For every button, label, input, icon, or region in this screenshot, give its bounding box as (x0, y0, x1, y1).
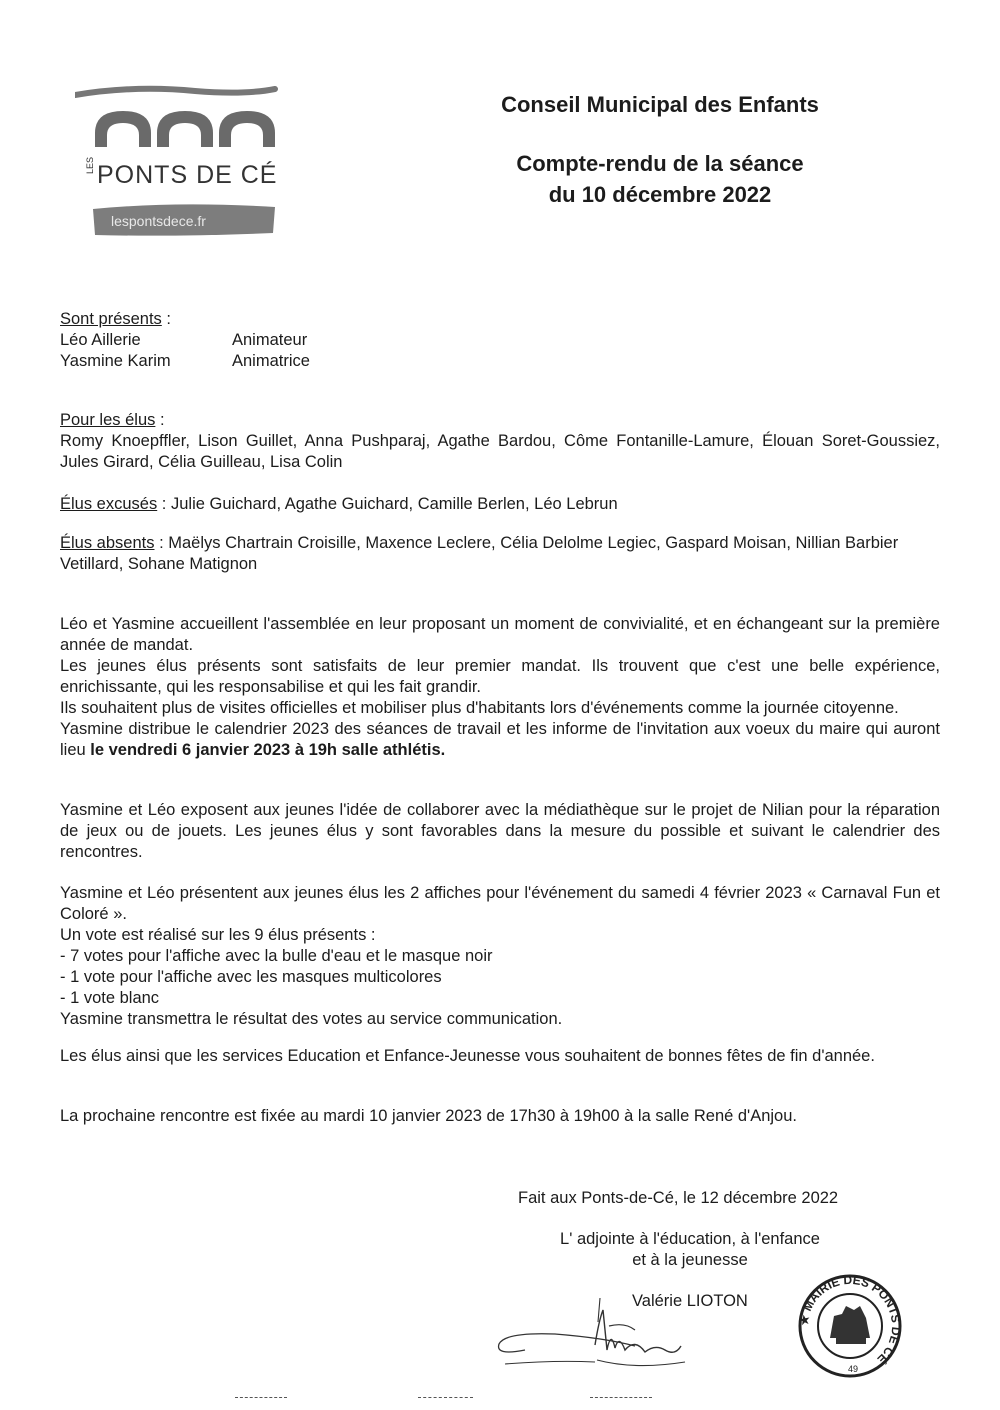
ponts-de-ce-logo (75, 85, 285, 245)
presents-row (60, 330, 310, 351)
document-subtitle (360, 148, 960, 210)
logo-graphic (75, 85, 285, 245)
scan-artifact-line (235, 1397, 287, 1398)
signatory-role: L' adjointe à l'éducation, à l'enfance et à la jeunesse (560, 1230, 820, 1269)
paragraph: Ils souhaitent plus de visites officielles et mobiliser plus d'habitants lors d'événements comme la journée citoyenne. (60, 699, 899, 717)
present-role: Animatrice (232, 352, 310, 370)
elus-section (60, 410, 940, 473)
scan-artifact-line (590, 1397, 652, 1398)
svg-text:★ MAIRIE DES PONTS DE CÉ: ★ MAIRIE DES PONTS DE CÉ (796, 1272, 904, 1367)
present-name: Yasmine Karim (60, 352, 171, 370)
paragraph: Les jeunes élus présents sont satisfaits de leur premier mandat. Ils trouvent que c'est une belle expérience, enrichissante, qui les responsabilise et qui les fait grandir. (60, 657, 940, 696)
svg-text:49: 49 (848, 1364, 859, 1374)
elus-list: Romy Knoepffler, Lison Guillet, Anna Pushparaj, Agathe Bardou, Côme Fontanille-Lamure, Élouan Soret-Goussiez, Jules Girard, Célia Guilleau, Lisa Colin (60, 432, 940, 471)
absents-label: Élus absents (60, 534, 155, 552)
absents-list: : Maëlys Chartrain Croisille, Maxence Leclere, Célia Delolme Legiec, Gaspard Moisan, Nillian Barbier Vetillard, Sohane Matignon (60, 534, 899, 573)
paragraph: Yasmine et Léo présentent aux jeunes élus les 2 affiches pour l'événement du samedi 4 février 2023 « Carnaval Fun et Coloré ». (60, 884, 940, 923)
list-item: - 1 vote blanc (60, 989, 160, 1007)
paragraph-mediatheque: Yasmine et Léo exposent aux jeunes l'idée de collaborer avec la médiathèque sur le projet de Nilian pour la réparation de jeux ou de jouets. Les jeunes élus y sont favorables dans la mesure du possible et suivant le calendrier des rencontres. (60, 801, 940, 861)
presents-section (60, 309, 310, 372)
body-block-1 (60, 614, 940, 761)
mairie-stamp (790, 1268, 910, 1383)
invitation-date: le vendredi 6 janvier 2023 à 19h salle athlétis. (90, 741, 446, 759)
excuses-section (60, 494, 940, 515)
list-item: - 1 vote pour l'affiche avec les masques multicolores (60, 968, 442, 986)
place-date: Fait aux Ponts-de-Cé, le 12 décembre 2022 (518, 1189, 839, 1207)
excuses-label: Élus excusés (60, 495, 158, 513)
handwritten-signature (485, 1290, 715, 1380)
presents-row (60, 351, 310, 372)
present-role: Animateur (232, 331, 308, 349)
elus-heading: Pour les élus : (60, 411, 165, 429)
present-name: Léo Aillerie (60, 331, 141, 349)
paragraph: Léo et Yasmine accueillent l'assemblée en leur proposant un moment de convivialité, et en échangeant sur la première année de mandat. (60, 615, 940, 654)
list-item: - 7 votes pour l'affiche avec la bulle d'eau et le masque noir (60, 947, 493, 965)
excuses-list: : Julie Guichard, Agathe Guichard, Camille Berlen, Léo Lebrun (157, 495, 618, 513)
vote-intro: Un vote est réalisé sur les 9 élus présents : (60, 926, 376, 944)
signatory-name: Valérie LIOTON (632, 1292, 748, 1310)
paragraph-next-meeting: La prochaine rencontre est fixée au mardi 10 janvier 2023 de 17h30 à 19h00 à la salle René d'Anjou. (60, 1107, 797, 1125)
paragraph: Yasmine distribue le calendrier 2023 des séances de travail et les informe de l'invitation aux voeux du maire qui auront lieu le vendredi 6 janvier 2023 à 19h salle athlétis. (60, 720, 940, 759)
svg-text:lespontsdece.fr: lespontsdece.fr (111, 213, 206, 229)
subtitle-line-2: du 10 décembre 2022 (548, 182, 772, 207)
presents-heading: Sont présents : (60, 310, 171, 328)
scan-artifact-line (418, 1397, 473, 1398)
svg-text:LES: LES (85, 156, 95, 174)
vote-list (60, 946, 940, 1009)
paragraph-greetings: Les élus ainsi que les services Education et Enfance-Jeunesse vous souhaitent de bonnes fêtes de fin d'année. (60, 1047, 875, 1065)
vote-outro: Yasmine transmettra le résultat des votes au service communication. (60, 1010, 563, 1028)
subtitle-line-1: Compte-rendu de la séance (516, 151, 804, 176)
document-title: Conseil Municipal des Enfants (501, 92, 819, 117)
svg-text:PONTS DE CÉ: PONTS DE CÉ (97, 161, 278, 189)
absents-section (60, 533, 940, 575)
vote-section (60, 883, 940, 1030)
